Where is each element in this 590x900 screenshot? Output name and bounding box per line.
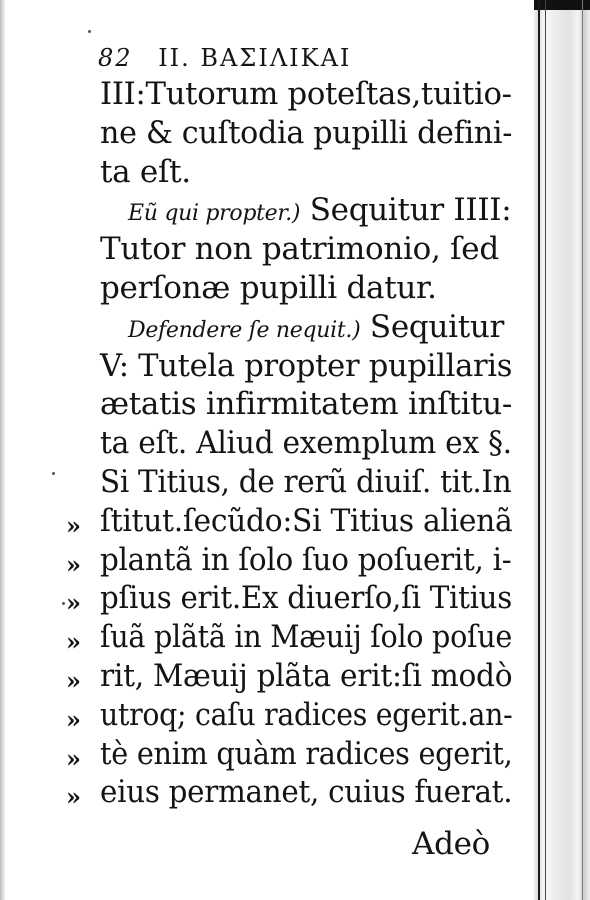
line-text: V: Tutela propter pupillaris bbox=[100, 348, 513, 384]
line-text: perſonæ pupilli datur. bbox=[100, 270, 437, 306]
quotation-marker: » bbox=[66, 627, 81, 656]
catchword: Adeò bbox=[412, 826, 491, 862]
binding-shadow bbox=[0, 0, 6, 900]
text-line bbox=[100, 658, 512, 694]
text-line bbox=[128, 309, 504, 345]
page-number: 82 bbox=[98, 44, 133, 72]
line-text: III:Tutorum poteſtas,tuitio- bbox=[100, 76, 512, 112]
ink-speck bbox=[52, 472, 55, 475]
page-header bbox=[98, 44, 351, 72]
text-line bbox=[100, 464, 511, 500]
text-line bbox=[100, 154, 191, 190]
line-text: tè enim quàm radices egerit, bbox=[100, 736, 513, 772]
quotation-marker: » bbox=[66, 511, 81, 540]
text-line bbox=[100, 542, 511, 578]
text-line bbox=[100, 425, 512, 461]
text-line bbox=[100, 580, 512, 616]
line-text: Si Titius, de rerũ diuiſ. tit.In bbox=[100, 464, 512, 500]
ink-speck bbox=[88, 30, 91, 33]
text-line bbox=[100, 115, 512, 151]
quotation-marker: » bbox=[66, 744, 81, 773]
line-text: pſius erit.Ex diuerſo,ſi Titius bbox=[100, 580, 513, 616]
line-text: eius permanet, cuius fuerat. bbox=[100, 774, 513, 810]
text-line bbox=[100, 736, 512, 772]
line-text: ætatis infirmitatem inſtitu- bbox=[100, 386, 513, 422]
text-line bbox=[100, 503, 512, 539]
quotation-marker: » bbox=[66, 782, 81, 811]
lemma-italic: Defendere ſe nequit.) bbox=[128, 318, 361, 343]
quotation-marker: » bbox=[66, 666, 81, 695]
line-text: utroq; caſu radices egerit.an- bbox=[100, 697, 513, 733]
text-line bbox=[100, 774, 512, 810]
line-text: ne & cuſtodia pupilli defini- bbox=[100, 115, 513, 151]
ink-speck bbox=[62, 602, 65, 605]
text-line bbox=[100, 619, 512, 655]
quotation-marker: » bbox=[66, 588, 81, 617]
line-text: ta eſt. Aliud exemplum ex §. bbox=[100, 425, 512, 461]
lemma-italic: Eũ qui propter.) bbox=[128, 201, 301, 226]
page-binding-edge bbox=[534, 0, 590, 900]
line-text: Sequitur bbox=[360, 309, 505, 345]
text-line bbox=[100, 348, 512, 384]
text-line bbox=[100, 270, 437, 306]
line-text: Sequitur IIII: bbox=[300, 192, 512, 228]
running-head: II. ΒΑΣΙΛΙΚΑΙ bbox=[158, 44, 352, 72]
line-text: ta eſt. bbox=[100, 154, 191, 190]
text-line bbox=[100, 76, 512, 112]
line-text: ſtitut.ſecũdo:Si Titius alienã bbox=[100, 503, 513, 539]
text-line bbox=[100, 697, 512, 733]
text-line bbox=[100, 386, 512, 422]
text-line bbox=[100, 231, 499, 267]
line-text: Tutor non patrimonio, ſed bbox=[100, 231, 499, 267]
line-text: plantã in ſolo ſuo poſuerit, i- bbox=[100, 542, 512, 578]
quotation-marker: » bbox=[66, 550, 81, 579]
quotation-marker: » bbox=[66, 705, 81, 734]
line-text: ſuã plãtã in Mæuij ſolo poſue bbox=[100, 619, 513, 655]
line-text: rit, Mæuij plãta erit:ſi modò bbox=[100, 658, 513, 694]
text-line bbox=[128, 192, 511, 228]
